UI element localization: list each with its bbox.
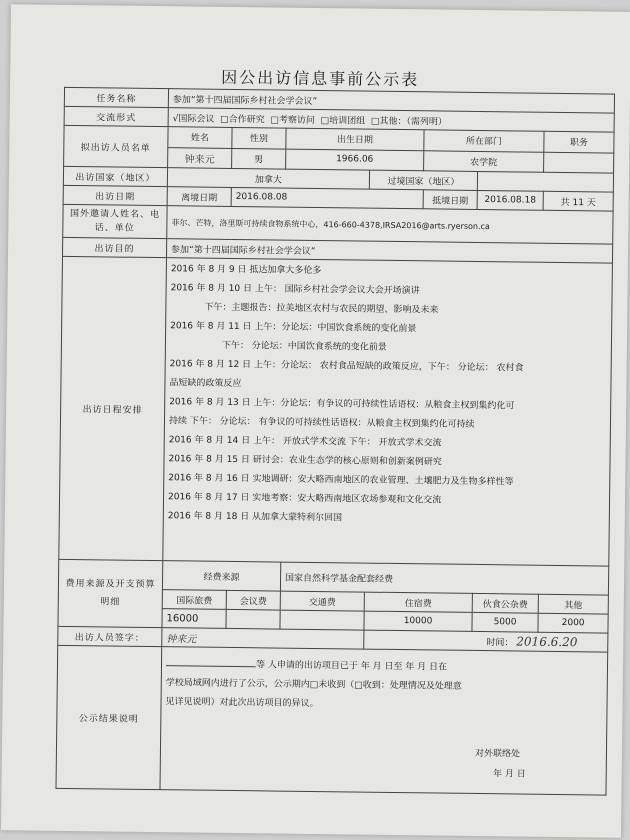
dates-label: 出访日期 xyxy=(63,185,167,205)
staff-birthdate: 1966.06 xyxy=(286,149,424,171)
itinerary-line: 2016 年 8 月 16 日 实地调研：安大略西南地区的农业管理、土壤肥力及生物多样性等 xyxy=(168,473,514,488)
exchange-option: □考察访问 xyxy=(270,114,315,126)
notice-date: 年 月 日 xyxy=(492,769,526,780)
notice-line: 学校局域网内进行了公示，公示期内□未收到（□收到：处理情况及处理意 xyxy=(165,678,462,692)
purpose-label: 出访目的 xyxy=(62,237,166,257)
exchange-option: □合作研究 xyxy=(220,114,265,125)
source-label: 经费来源 xyxy=(162,561,280,591)
itinerary-line: 2016 年 8 月 9 日 抵达加拿大多伦多 xyxy=(170,264,322,277)
budget-header: 住宿费 xyxy=(364,592,472,612)
itinerary-line: 品短缺的政策反应 xyxy=(169,378,242,390)
budget-header: 伙食公杂费 xyxy=(472,593,538,613)
itinerary-line: 2016 年 8 月 10 日 上午： 国际乡村社会学会议大会开场演讲 xyxy=(170,283,420,297)
task-label: 任务名称 xyxy=(64,87,168,107)
notice-block xyxy=(160,647,608,795)
itinerary-line: 2016 年 8 月 12 日 上午：分论坛： 农村食品短缺的政策反应，下午： 分论坛： 农村食 xyxy=(169,359,524,374)
budget-header: 其他 xyxy=(538,594,608,614)
task-value: 参加“第十四届国际乡村社会学会议” xyxy=(168,89,614,113)
staff-header: 性别 xyxy=(232,127,286,148)
itinerary-line: 2016 年 8 月 18 日 从加拿大蒙特利尔回国 xyxy=(167,511,343,524)
country-value: 加拿大 xyxy=(167,168,369,189)
budget-value: 16000 xyxy=(162,609,226,629)
budget-header: 国际旅费 xyxy=(162,590,226,610)
exchange-label: 交流形式 xyxy=(64,106,168,126)
transit-label: 过境国家（地区） xyxy=(369,170,477,190)
exchange-option: □其他：（需列明） xyxy=(370,116,447,128)
time-value: 2016.6.20 xyxy=(516,634,578,650)
itinerary-line: 2016 年 8 月 13 日 上午：分论坛：有争议的可持续性话语权：从粮食主权到集约化可 xyxy=(169,397,515,412)
staff-header: 所在部门 xyxy=(424,130,544,152)
budget-value xyxy=(226,609,280,629)
itinerary-line: 2016 年 8 月 17 日 实地考察：安大略西南地区农场参观和文化交流 xyxy=(167,492,442,506)
staff-gender: 男 xyxy=(232,148,286,169)
staff-name: 钟来元 xyxy=(168,147,232,168)
staff-header: 职务 xyxy=(544,131,614,152)
budget-value xyxy=(280,610,364,630)
blank-line xyxy=(166,653,256,667)
budget-header: 交通费 xyxy=(280,591,364,611)
country-label: 出访国家（地区） xyxy=(63,166,167,186)
total-days: 共 11 天 xyxy=(543,191,613,211)
notice-text: 等 人申请的出访项目已于 年 月 日至 年 月 日在 xyxy=(255,660,448,673)
itinerary-line: 2016 年 8 月 14 日 上午： 开放式学术交流 下午： 开放式学术交流 xyxy=(168,435,442,449)
itinerary-line: 2016 年 8 月 15 日 研讨会：农业生态学的核心原则和创新案例研究 xyxy=(168,454,442,468)
signature-label: 出访人员签字： xyxy=(58,626,162,646)
exchange-option: □培训团组 xyxy=(320,115,366,127)
office-name: 对外联络处 xyxy=(474,748,521,760)
depart-label: 离境日期 xyxy=(167,187,231,207)
budget-value: 2000 xyxy=(538,613,608,633)
return-label: 抵境日期 xyxy=(423,190,477,210)
itinerary-line: 下午：主题报告：拉美地区农村与农民的期望、影响及未来 xyxy=(204,302,439,316)
host-label: 国外邀请人姓名、电话、单位 xyxy=(63,204,167,238)
host-value: 菲尔、芒特，洛里斯可持续食物系统中心，416-660-4378,IRSA2016@arts.ryerson.ca xyxy=(167,206,613,244)
page-title: 因公出访信息事前公示表 xyxy=(221,67,420,90)
budget-header: 会议费 xyxy=(226,590,280,610)
purpose-value: 参加“第十四届国际乡村社会学会议” xyxy=(166,239,612,263)
document-page xyxy=(1,4,630,838)
time-label: 时间： xyxy=(486,638,514,649)
itinerary-line: 下午： 分论坛：中国饮食系统的变化前景 xyxy=(221,340,387,353)
itinerary-block xyxy=(163,258,613,566)
budget-value: 5000 xyxy=(472,612,538,632)
depart-value: 2016.08.08 xyxy=(231,187,423,208)
staff-department: 农学院 xyxy=(424,150,544,172)
staff-header: 姓名 xyxy=(168,127,232,148)
staff-position xyxy=(544,152,614,173)
itinerary-line: 2016 年 8 月 11 日 上午：分论坛：中国饮食系统的变化前景 xyxy=(170,321,417,335)
signature-name: 钟来元 xyxy=(162,628,364,649)
staff-label: 拟出访人员名单 xyxy=(64,125,168,167)
notice-line: 见详见说明）对此次出访项目的异议。 xyxy=(165,697,319,710)
exchange-option: √国际会议 xyxy=(172,113,215,125)
itinerary-line: 持续 下午： 分论坛： 有争议的可持续性话语权：从粮食主权到集约化可持续 xyxy=(168,416,475,430)
transit-value xyxy=(477,171,613,192)
budget-value: 10000 xyxy=(364,611,472,631)
staff-header: 出生日期 xyxy=(286,128,424,150)
source-value: 国家自然科学基金配套经费 xyxy=(280,562,608,595)
notice-label: 公示结果说明 xyxy=(56,645,162,789)
disclosure-form xyxy=(55,87,615,796)
budget-label: 费用来源及开支预算明细 xyxy=(58,559,163,627)
itinerary-label: 出访日程安排 xyxy=(59,256,167,560)
return-value: 2016.08.18 xyxy=(477,190,543,210)
